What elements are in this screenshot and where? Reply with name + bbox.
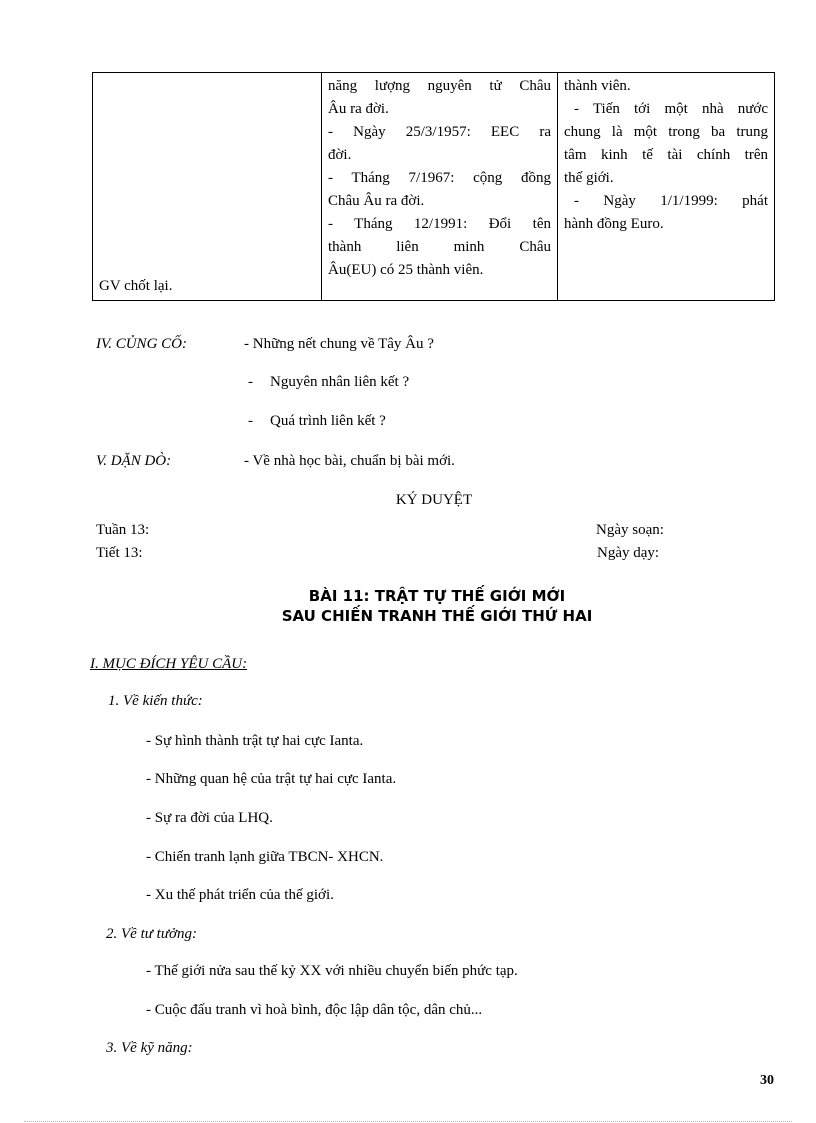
page-bottom-divider <box>24 1121 792 1122</box>
homework-heading: V. DẶN DÒ: <box>96 453 172 469</box>
content-line: đời. <box>328 147 352 163</box>
consolidation-item: - Những nết chung về Tây Âu ? <box>244 336 434 352</box>
summary-line: thế giới. <box>564 170 614 186</box>
summary-line: thành viên. <box>564 78 631 94</box>
teacher-note: GV chốt lại. <box>99 278 173 294</box>
knowledge-heading: 1. Về kiến thức: <box>108 693 203 709</box>
summary-cell <box>558 73 775 301</box>
lesson-title-line-2: SAU CHIẾN TRANH THẾ GIỚI THỨ HAI <box>281 607 593 625</box>
consolidation-heading: IV. CỦNG CỐ: <box>96 336 187 352</box>
content-line: thành liên minh Châu <box>328 239 551 255</box>
content-line: Âu ra đời. <box>328 101 389 117</box>
content-line: Âu(EU) có 25 thành viên. <box>328 262 484 278</box>
objectives-heading: I. MỤC ĐÍCH YÊU CẦU: <box>90 656 248 672</box>
lesson-title-line-1: BÀI 11: TRẬT TỰ THẾ GIỚI MỚI <box>308 587 566 605</box>
summary-line: hành đồng Euro. <box>564 216 664 232</box>
content-line: - Tháng 7/1967: cộng đồng <box>328 170 551 186</box>
page-number: 30 <box>760 1073 774 1088</box>
content-line: - Ngày 25/3/1957: EEC ra <box>328 124 551 140</box>
knowledge-item: - Xu thế phát triển của thế giới. <box>146 887 334 903</box>
summary-line: chung là một trong ba trung <box>564 124 768 140</box>
knowledge-item: - Sự ra đời của LHQ. <box>146 810 273 826</box>
summary-line: tâm kinh tế tài chính trên <box>564 147 768 163</box>
content-line: năng lượng nguyên tử Châu <box>328 78 551 94</box>
homework-text: - Về nhà học bài, chuẩn bị bài mới. <box>244 453 455 469</box>
thought-heading: 2. Về tư tưởng: <box>106 926 198 942</box>
week-label: Tuần 13: <box>96 522 150 538</box>
content-cell <box>322 73 558 301</box>
thought-item: - Thế giới nửa sau thế kỷ XX với nhiều chuyển biến phức tạp. <box>146 963 518 979</box>
teach-date-label: Ngày dạy: <box>597 545 660 561</box>
summary-line: - Ngày 1/1/1999: phát <box>574 193 768 209</box>
thought-item: - Cuộc đấu tranh vì hoà bình, độc lập dân tộc, dân chủ... <box>146 1002 483 1018</box>
approval-label: KÝ DUYỆT <box>395 492 473 508</box>
content-line: - Tháng 12/1991: Đổi tên <box>328 216 551 232</box>
knowledge-item: - Chiến tranh lạnh giữa TBCN- XHCN. <box>146 849 384 865</box>
period-label: Tiết 13: <box>96 545 143 561</box>
consolidation-item: Quá trình liên kết ? <box>270 413 386 429</box>
content-line: Châu Âu ra đời. <box>328 193 425 209</box>
table-row <box>93 73 775 301</box>
knowledge-item: - Sự hình thành trật tự hai cực Ianta. <box>146 733 364 749</box>
bullet-dash: - <box>248 413 253 429</box>
bullet-dash: - <box>248 374 253 390</box>
summary-line: - Tiến tới một nhà nước <box>574 101 768 117</box>
consolidation-item: Nguyên nhân liên kết ? <box>270 374 410 390</box>
skills-heading: 3. Về kỹ năng: <box>106 1040 193 1056</box>
prep-date-label: Ngày soạn: <box>596 522 664 538</box>
teacher-activity-cell <box>93 73 322 301</box>
lesson-table <box>92 72 775 301</box>
knowledge-item: - Những quan hệ của trật tự hai cực Ianta. <box>146 771 397 787</box>
